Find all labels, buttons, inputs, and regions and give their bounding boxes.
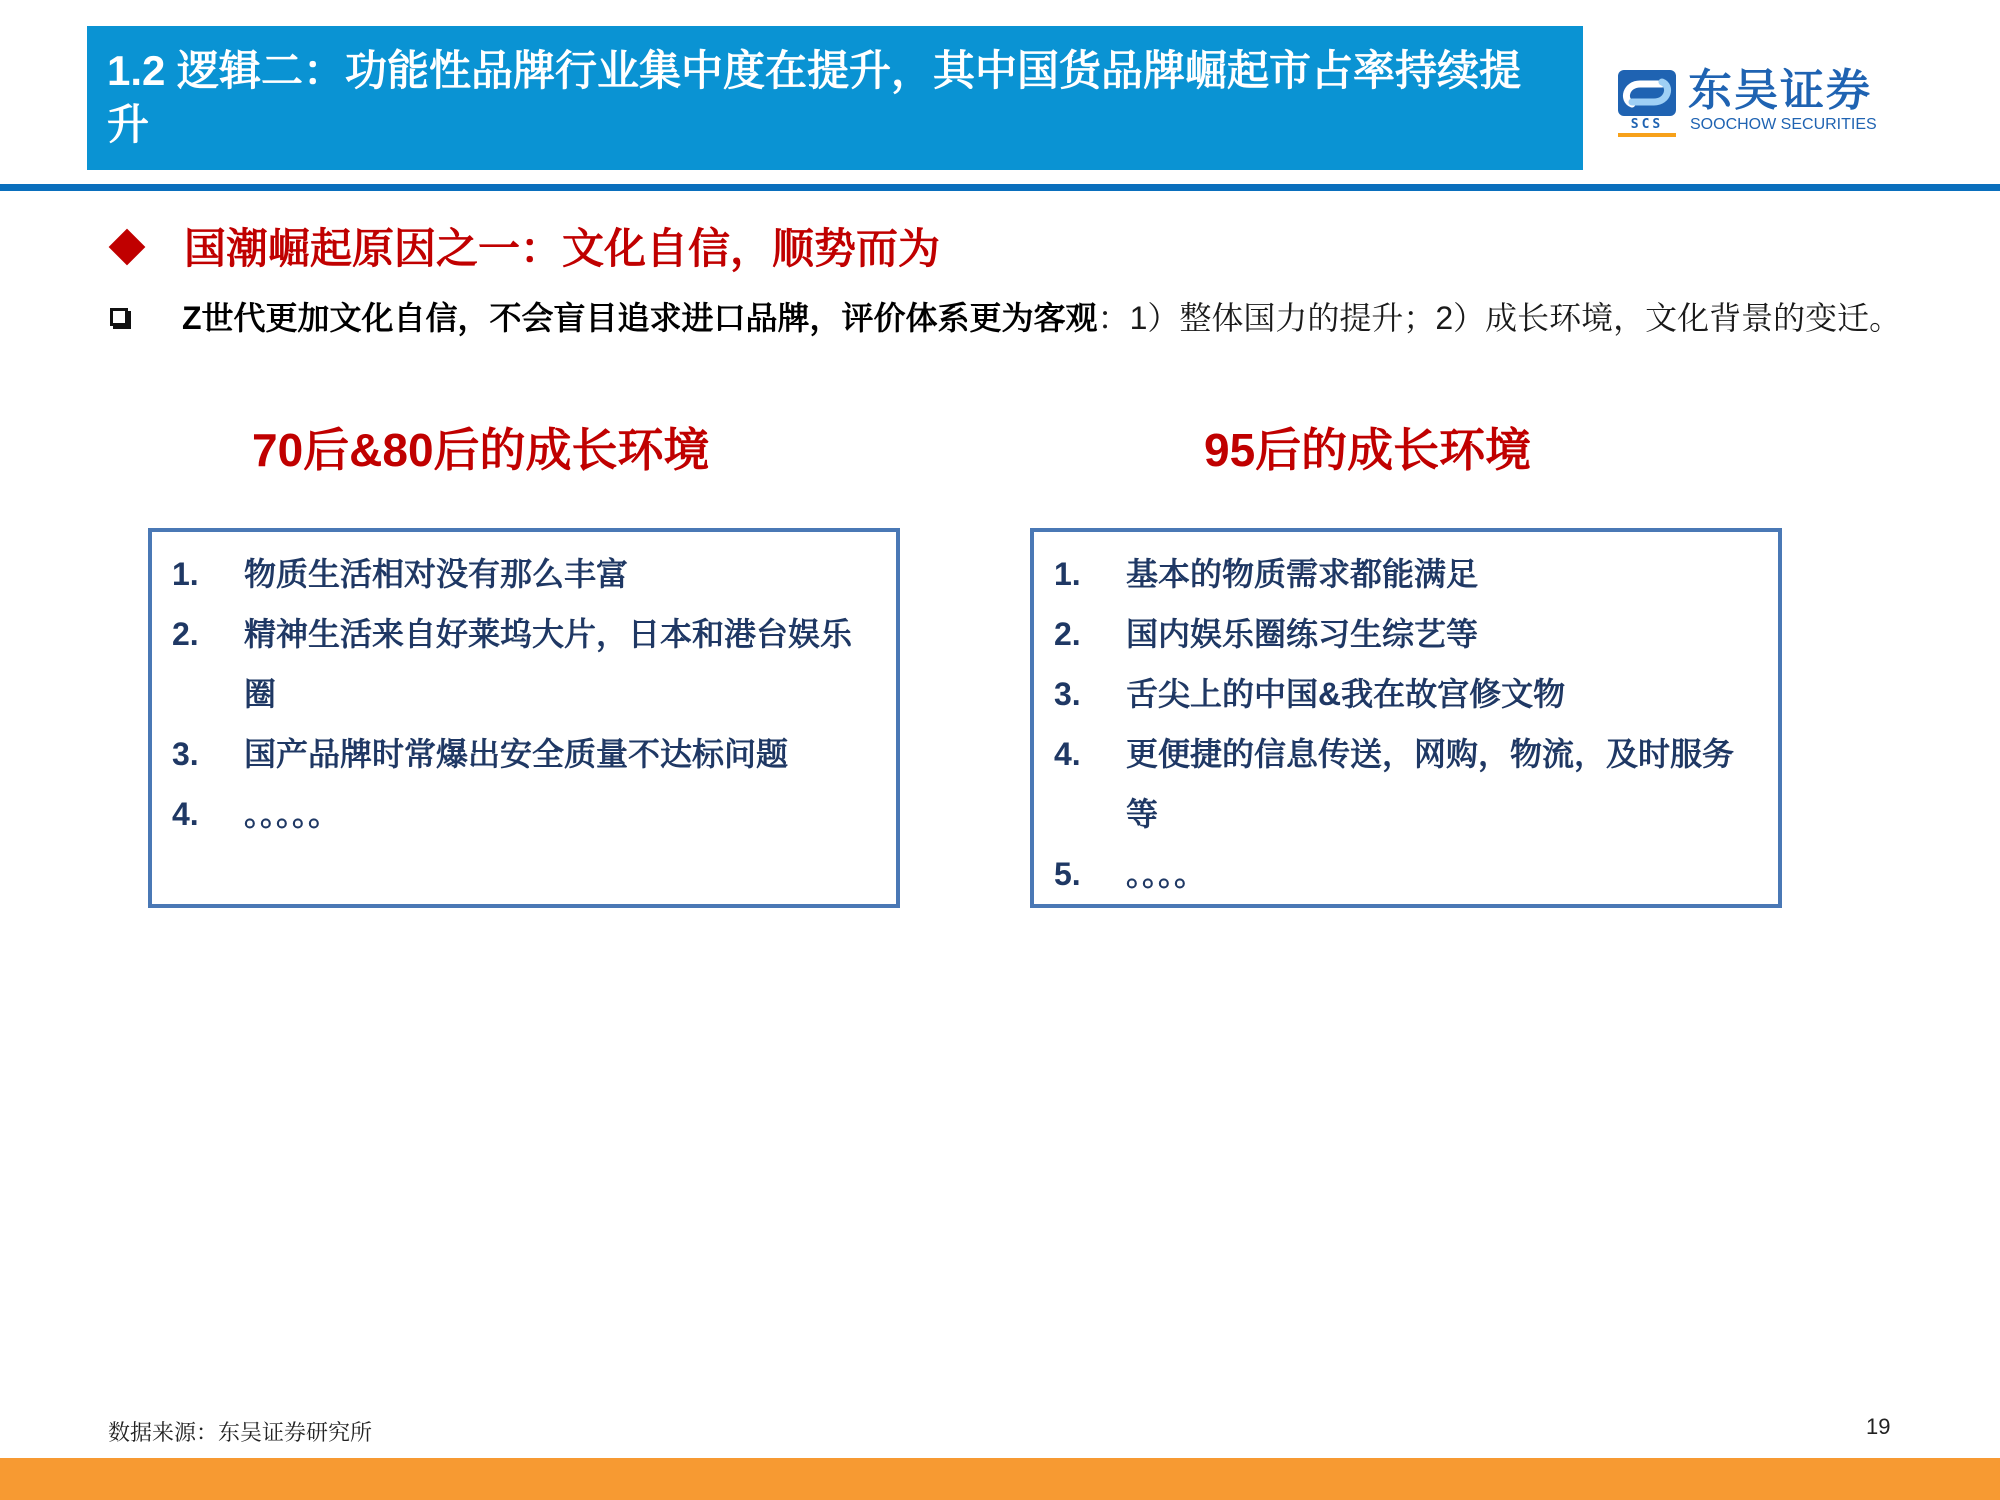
bullet-rest-text: ：1）整体国力的提升；2）成长环境，文化背景的变迁。 [1097, 300, 1902, 336]
list-item-text: 国产品牌时常爆出安全质量不达标问题 [244, 736, 789, 772]
page-number: 19 [1866, 1414, 1891, 1439]
left-column-box [148, 528, 900, 908]
list-item-number: 2. [172, 616, 199, 652]
right-column-box [1030, 528, 1782, 908]
list-item-number: 5. [1054, 856, 1081, 892]
logo-chinese-name: 东吴证券 [1688, 66, 1872, 115]
list-item-number: 2. [1054, 616, 1081, 652]
left-column-title: 70后&80后的成长环境 [252, 424, 710, 476]
list-item-number: 3. [172, 736, 199, 772]
list-item-number: 1. [172, 556, 199, 592]
footer-bar [0, 1458, 2000, 1500]
list-item-text: 基本的物质需求都能满足 [1126, 556, 1479, 592]
list-item [1034, 664, 1778, 724]
logo-abbreviation: SCS [1618, 118, 1676, 132]
company-logo [1618, 66, 1898, 136]
title-bar [87, 26, 1583, 170]
bullet-text [182, 298, 1962, 338]
list-item [152, 784, 896, 844]
list-item-number: 1. [1054, 556, 1081, 592]
list-item-text: 国内娱乐圈练习生综艺等 [1126, 616, 1479, 652]
header-divider [0, 184, 2000, 191]
list-item [1034, 724, 1778, 844]
page-title: 1.2 逻辑二：功能性品牌行业集中度在提升，其中国货品牌崛起市占率持续提升 [107, 47, 1522, 148]
list-item [152, 604, 896, 724]
list-item [1034, 604, 1778, 664]
list-item-text: 精神生活来自好莱坞大片，日本和港台娱乐圈 [244, 616, 853, 712]
list-item-text: 。。。。。 [244, 796, 341, 832]
list-item-number: 3. [1054, 676, 1081, 712]
left-column-list [152, 532, 896, 844]
list-item-text: 。。。。 [1126, 856, 1207, 892]
scs-logo-icon [1618, 70, 1676, 116]
list-item-text: 舌尖上的中国&我在故宫修文物 [1126, 676, 1566, 712]
list-item [1034, 844, 1778, 904]
checkbox-bullet-icon [110, 308, 128, 326]
list-item [1034, 544, 1778, 604]
list-item-number: 4. [172, 796, 199, 832]
right-column-title: 95后的成长环境 [1204, 424, 1532, 476]
list-item-number: 4. [1054, 736, 1081, 772]
diamond-bullet-icon [109, 229, 146, 266]
bullet-bold-text: Z世代更加文化自信，不会盲目追求进口品牌，评价体系更为客观 [182, 300, 1098, 336]
list-item-text: 更便捷的信息传送，网购，物流，及时服务等 [1126, 736, 1735, 832]
list-item [152, 724, 896, 784]
list-item-text: 物质生活相对没有那么丰富 [244, 556, 629, 592]
right-column-list [1034, 532, 1778, 904]
list-item [152, 544, 896, 604]
logo-english-name: SOOCHOW SECURITIES [1690, 116, 1877, 133]
data-source-note: 数据来源：东吴证券研究所 [108, 1420, 373, 1445]
section-heading-text: 国潮崛起原因之一：文化自信，顺势而为 [184, 225, 941, 272]
